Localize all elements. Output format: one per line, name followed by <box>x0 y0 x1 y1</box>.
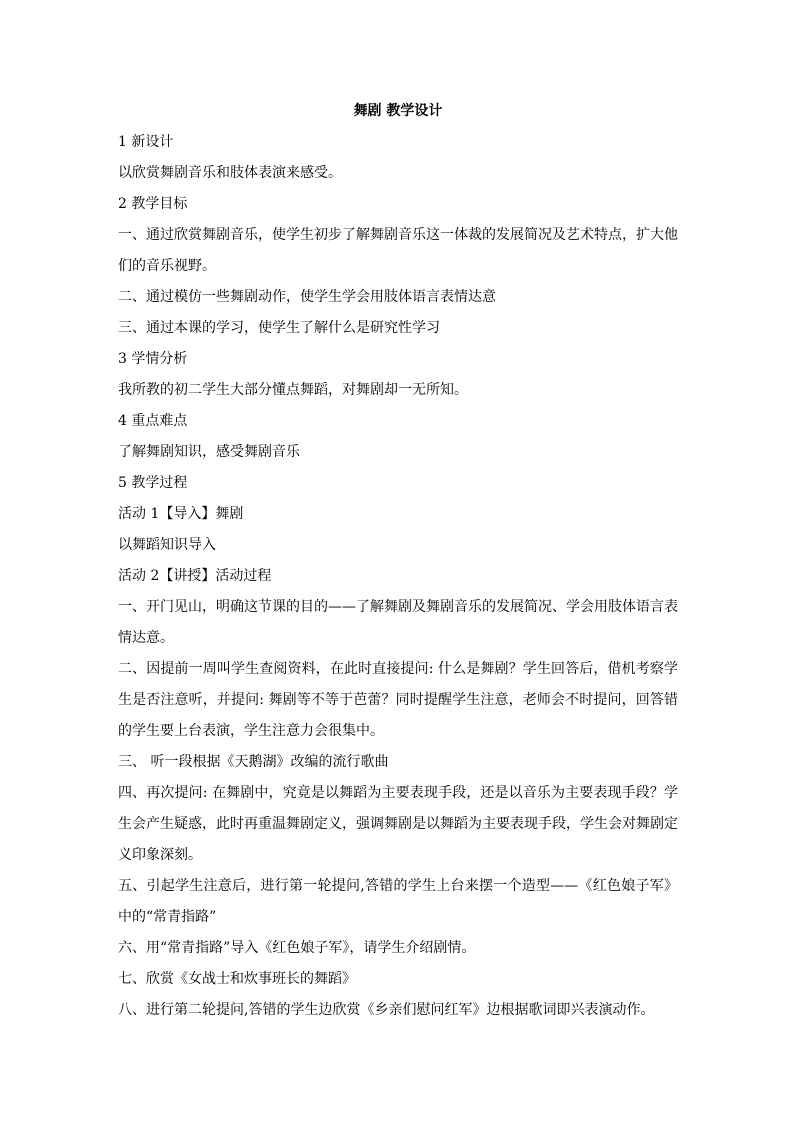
section-heading-new-design: 1 新设计 <box>118 134 174 150</box>
section-heading-goals: 2 教学目标 <box>118 196 188 212</box>
paragraph: 二、通过模仿一些舞剧动作，使学生学会用肢体语言表情达意 <box>118 289 496 305</box>
section-heading-process: 5 教学过程 <box>118 475 188 491</box>
paragraph: 八、进行第二轮提问,答错的学生边欣赏《乡亲们慰问红军》边根据歌词即兴表演动作。 <box>118 1002 655 1018</box>
paragraph: 四、再次提问: 在舞剧中，究竟是以舞蹈为主要表现手段，还是以音乐为主要表现手段？学生会产生疑惑，此时再重温舞剧定义，强调舞剧是以舞蹈为主要表现手段，学生会对舞剧定义印象深刻。 <box>118 785 678 863</box>
activity-heading: 活动 1【导入】舞剧 <box>118 506 244 522</box>
paragraph: 七、欣赏《女战士和炊事班长的舞蹈》 <box>118 971 356 987</box>
paragraph: 了解舞剧知识，感受舞剧音乐 <box>118 444 300 460</box>
paragraph: 一、通过欣赏舞剧音乐，使学生初步了解舞剧音乐这一体裁的发展简况及艺术特点，扩大他们的音乐视野。 <box>118 227 678 274</box>
paragraph: 我所教的初二学生大部分懂点舞蹈，对舞剧却一无所知。 <box>118 382 468 398</box>
activity-heading: 活动 2【讲授】活动过程 <box>118 568 272 584</box>
paragraph: 二、因提前一周叫学生查阅资料，在此时直接提问: 什么是舞剧？学生回答后，借机考察学生是否注意听，并提问: 舞剧等不等于芭蕾？同时提醒学生注意，老师会不时提问，回答错的学生要上台表演，学生注意力会很集中。 <box>118 661 678 739</box>
paragraph: 一、开门见山，明确这节课的目的——了解舞剧及舞剧音乐的发展简况、学会用肢体语言表情达意。 <box>118 599 678 646</box>
section-heading-key-points: 4 重点难点 <box>118 413 188 429</box>
document-page <box>118 101 678 1031</box>
paragraph: 三、通过本课的学习，使学生了解什么是研究性学习 <box>118 320 440 336</box>
paragraph: 六、用“常青指路”导入《红色娘子军》，请学生介绍剧情。 <box>118 940 476 956</box>
section-heading-analysis: 3 学情分析 <box>118 351 188 367</box>
paragraph: 以欣赏舞剧音乐和肢体表演来感受。 <box>118 165 342 181</box>
paragraph: 以舞蹈知识导入 <box>118 537 216 553</box>
document-title: 舞剧 教学设计 <box>353 103 443 119</box>
paragraph: 三、 听一段根据《天鹅湖》改编的流行歌曲 <box>118 754 389 770</box>
paragraph: 五、引起学生注意后，进行第一轮提问,答错的学生上台来摆一个造型——《红色娘子军》中的“常青指路” <box>118 878 678 925</box>
